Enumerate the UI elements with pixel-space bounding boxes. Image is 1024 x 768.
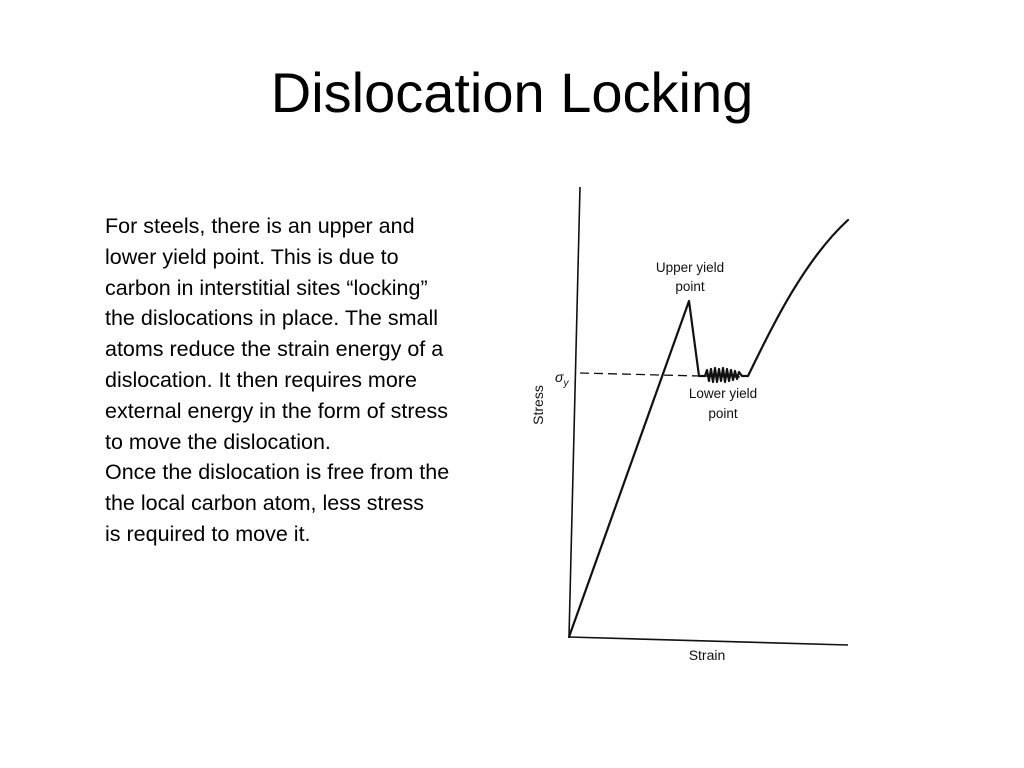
upper-yield-label-line-1: Upper yield (655, 260, 725, 275)
body-line: to move the dislocation. (105, 429, 331, 454)
body-line: carbon in interstitial sites “locking” (105, 275, 428, 300)
stress-strain-diagram (520, 180, 860, 670)
stress-axis (569, 187, 580, 637)
y-axis-label: Stress (530, 385, 546, 425)
body-line: For steels, there is an upper and (105, 214, 415, 238)
body-line: the dislocations in place. The small (105, 306, 439, 331)
yield-subscript: y (563, 378, 569, 389)
body-line: atoms reduce the strain energy of a (105, 337, 444, 362)
body-text (105, 211, 535, 550)
sigma-symbol: σ (555, 369, 564, 385)
slide-title: Dislocation Locking (270, 61, 754, 124)
body-line: dislocation. It then requires more (105, 367, 417, 392)
strain-axis (569, 637, 848, 645)
yield-stress-symbol (555, 369, 569, 389)
upper-yield-label-line-2: point (675, 279, 705, 294)
body-line: the local carbon atom, less stress (105, 491, 425, 516)
stress-strain-curve (569, 220, 848, 637)
body-line: Once the dislocation is free from the (105, 460, 450, 485)
body-line: external energy in the form of stress (105, 398, 448, 423)
body-line: lower yield point. This is due to (105, 244, 399, 269)
lower-yield-label-line-2: point (708, 406, 738, 421)
lower-yield-label-line-1: Lower yield (688, 386, 758, 401)
body-line: is required to move it. (105, 521, 311, 546)
x-axis-label: Strain (688, 647, 726, 663)
